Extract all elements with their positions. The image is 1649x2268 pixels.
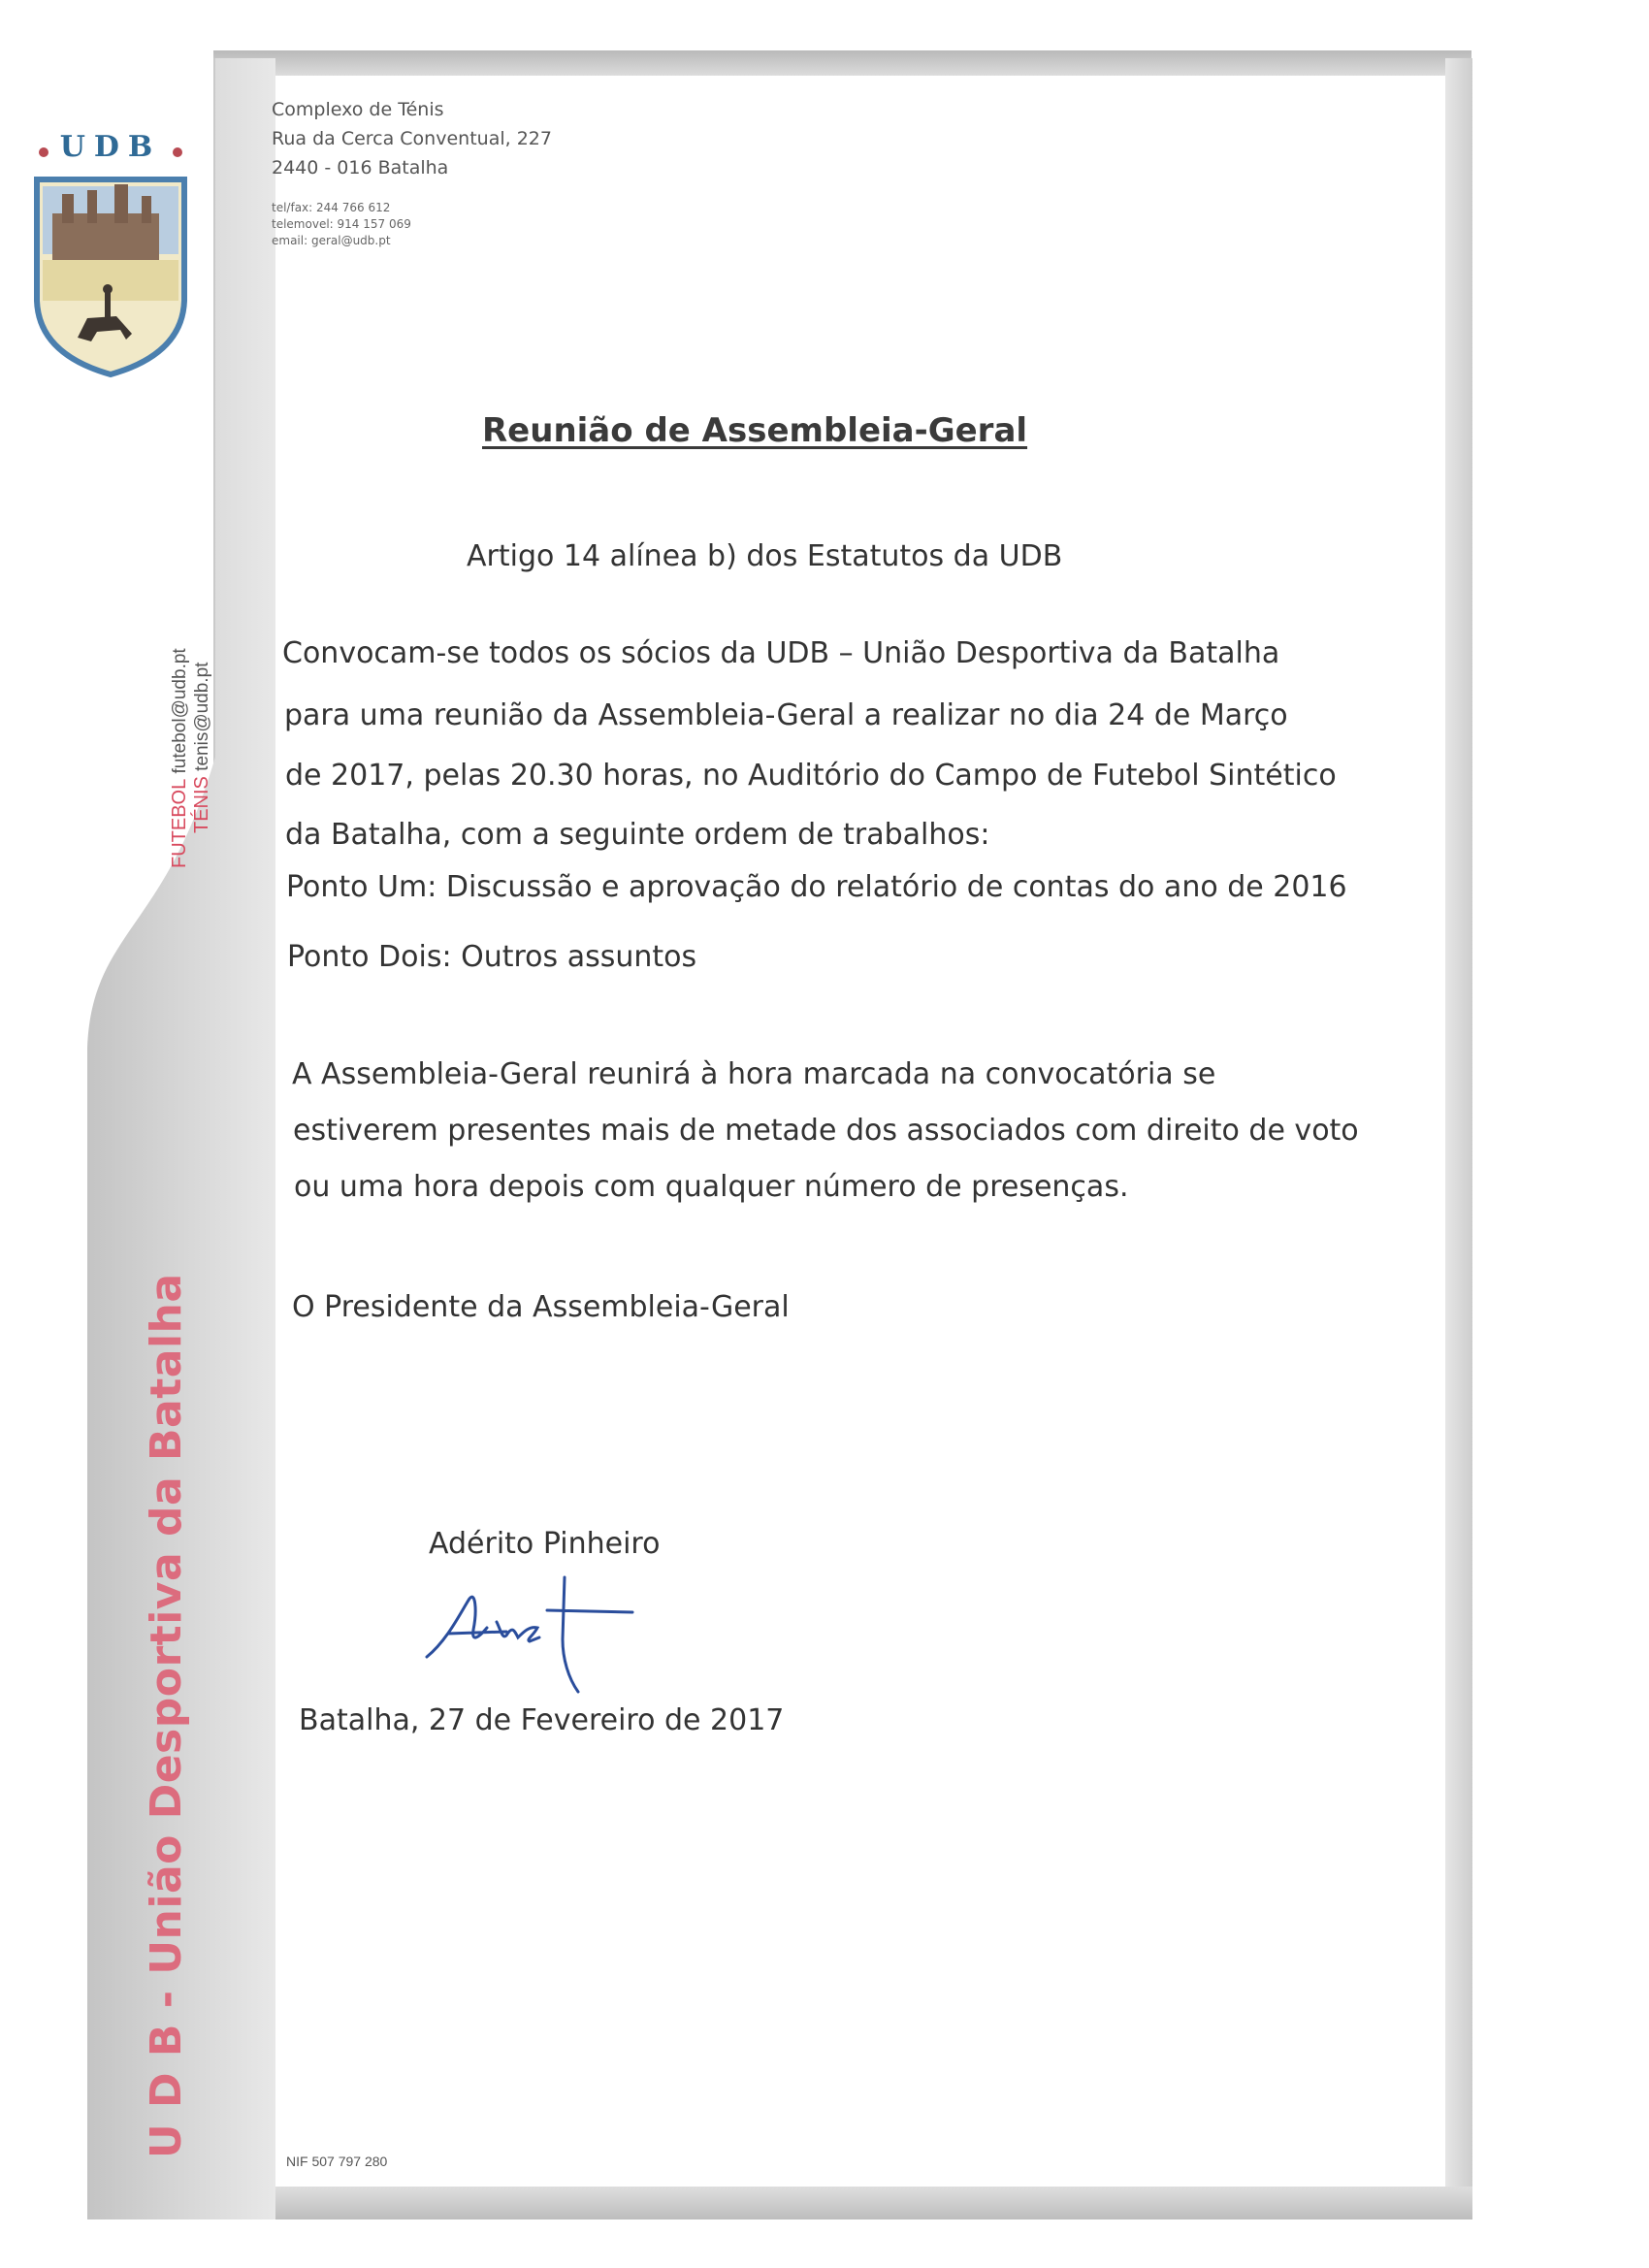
signature-image: [419, 1571, 652, 1698]
logo-title: UDB: [59, 130, 162, 164]
frame-top: [213, 50, 1471, 76]
president-title: O Presidente da Assembleia-Geral: [292, 1290, 790, 1324]
tenis-email: tenis@udb.pt: [192, 662, 212, 771]
signatory-name: Adérito Pinheiro: [429, 1527, 661, 1561]
paragraph2-line: estiverem presentes mais de metade dos associados com direito de voto: [293, 1114, 1359, 1148]
club-logo: [27, 126, 194, 380]
address-line: 2440 - 016 Batalha: [272, 157, 449, 178]
letterhead-contacts: [272, 200, 411, 249]
frame-right: [1445, 58, 1472, 2206]
futebol-email: futebol@udb.pt: [170, 648, 190, 774]
tenis-label: TÉNIS: [191, 776, 212, 833]
paragraph1-line: Convocam-se todos os sócios da UDB – União Desportiva da Batalha: [282, 636, 1280, 670]
contact-tel: tel/fax: 244 766 612: [272, 201, 391, 214]
place-date: Batalha, 27 de Fevereiro de 2017: [299, 1703, 785, 1737]
sidebar-contacts: [169, 648, 213, 868]
address-line: Complexo de Ténis: [272, 99, 444, 120]
paragraph2-line: ou uma hora depois com qualquer número de presenças.: [294, 1170, 1129, 1204]
paragraph1-line: para uma reunião da Assembleia-Geral a realizar no dia 24 de Março: [284, 698, 1288, 732]
paragraph2-line: A Assembleia-Geral reunirá à hora marcada na convocatória se: [292, 1057, 1216, 1091]
sidebar-club-name: U D B - União Desportiva da Batalha: [142, 1273, 191, 2158]
footer-nif: NIF 507 797 280: [286, 2154, 388, 2169]
futebol-label: FUTEBOL: [169, 778, 190, 868]
frame-bottom: [87, 2187, 1472, 2219]
address-line: Rua da Cerca Conventual, 227: [272, 128, 552, 149]
contact-email: email: geral@udb.pt: [272, 234, 391, 247]
agenda-item: Ponto Dois: Outros assuntos: [287, 940, 697, 974]
letterhead-address: [272, 95, 552, 182]
agenda-item: Ponto Um: Discussão e aprovação do relatório de contas do ano de 2016: [286, 870, 1347, 904]
contact-mobile: telemovel: 914 157 069: [272, 217, 411, 231]
document-title: Reunião de Assembleia-Geral: [482, 411, 1028, 450]
paragraph1-line: da Batalha, com a seguinte ordem de trabalhos:: [285, 818, 990, 852]
castle-rider-crest-icon: [27, 126, 194, 380]
paragraph1-line: de 2017, pelas 20.30 horas, no Auditório do Campo de Futebol Sintético: [285, 759, 1337, 793]
document-subtitle: Artigo 14 alínea b) dos Estatutos da UDB: [467, 539, 1063, 573]
